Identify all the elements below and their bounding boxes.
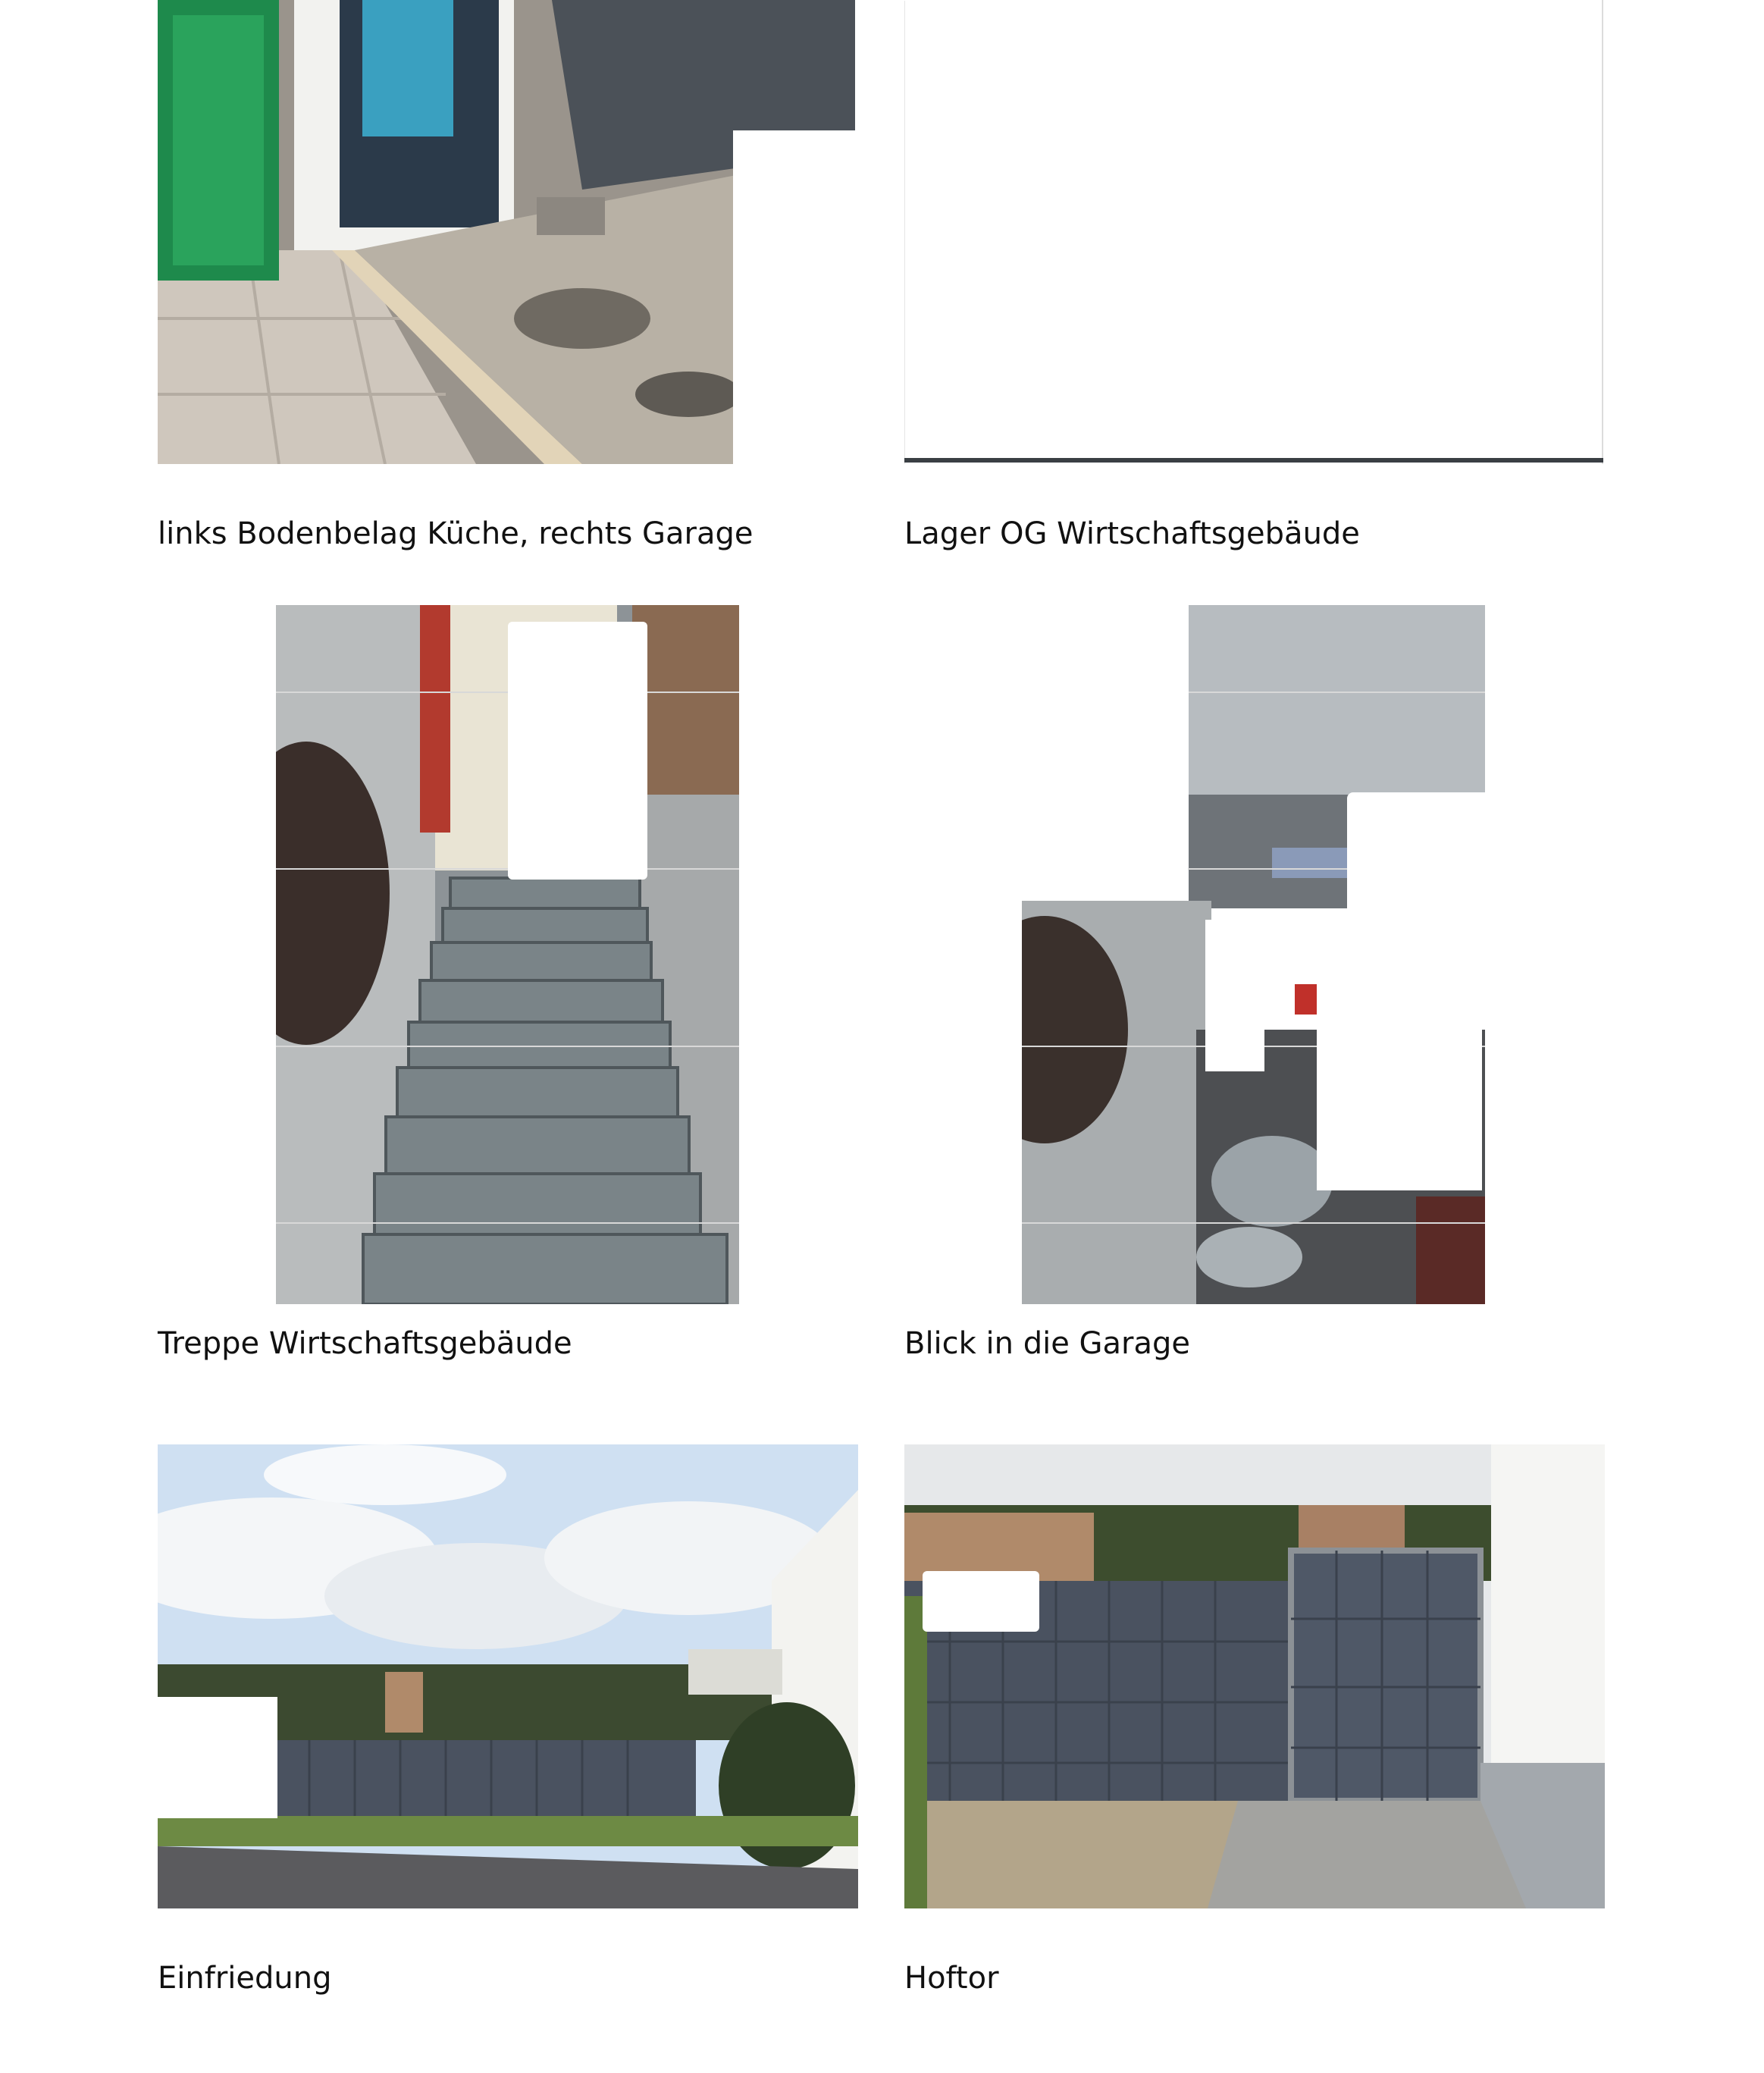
caption-garage-view: Blick in die Garage: [904, 1326, 1191, 1361]
redaction-block: [508, 622, 647, 880]
redaction-block: [1205, 920, 1264, 1071]
yard-gate-photo: [904, 1444, 1605, 1908]
storage-upper-floor-photo: [904, 0, 1603, 464]
redaction-block: [1022, 605, 1188, 901]
redaction-block: [733, 130, 858, 467]
caption-kitchen-garage: links Bodenbelag Küche, rechts Garage: [158, 516, 754, 551]
redaction-block: [923, 1571, 1039, 1632]
caption-stairs: Treppe Wirtschaftsgebäude: [158, 1326, 572, 1361]
fence-photo: [158, 1444, 858, 1908]
caption-fence: Einfriedung: [158, 1961, 332, 1996]
redaction-block: [1347, 792, 1487, 959]
redaction-block: [156, 1697, 277, 1818]
redaction-block: [1317, 957, 1482, 1190]
caption-storage-upper: Lager OG Wirtschaftsgebäude: [904, 516, 1360, 551]
caption-yard-gate: Hoftor: [904, 1961, 999, 1996]
